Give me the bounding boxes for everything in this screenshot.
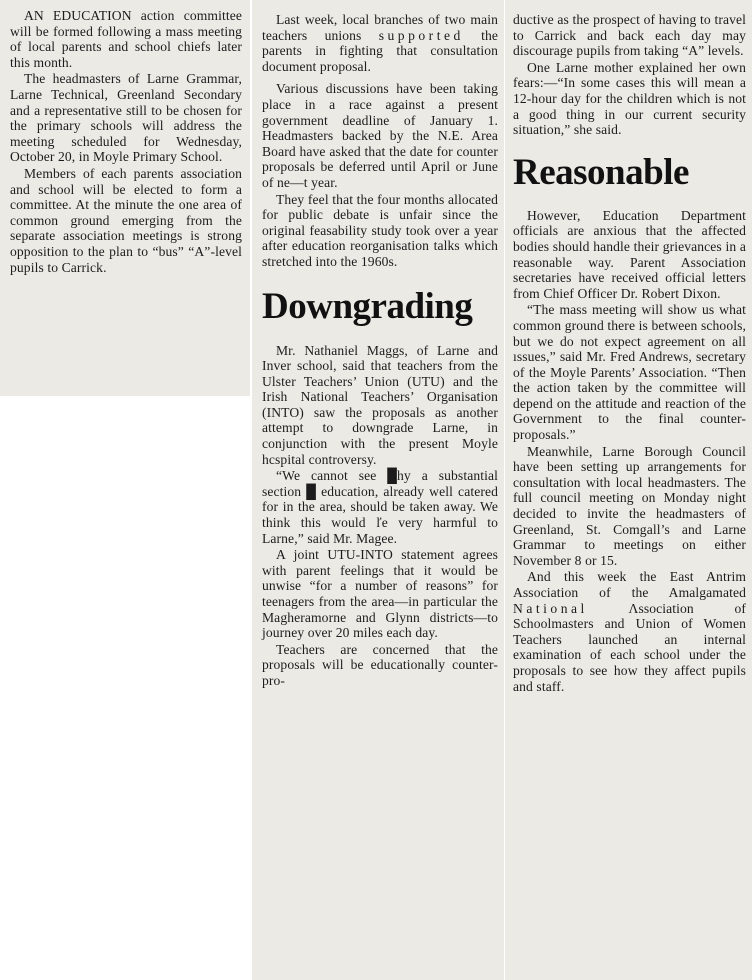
paragraph: The headmasters of Larne Grammar, Larne Technical, Greenland Secondary and a representative still to be chosen for the primary schools will address the meeting scheduled for Wednesday, October 20, in Moyle Primary School.	[10, 71, 242, 165]
paragraph: “We cannot see █hy a substantial section █ education, already well catered for in the area, should be taken away. We think this would ľe very harmful to Larne,” said Mr. Magee.	[262, 468, 498, 546]
paragraph	[262, 12, 498, 74]
text-run: the parents in fighting that consultation document proposal.	[262, 27, 499, 74]
clipping-column-3	[505, 0, 752, 980]
paragraph: Various discussions have been taking place in a race against a present government deadline of January 1. Headmasters backed by the N.E. Area Board have asked that the date for counter proposals be deferred until April or June of ne—t year.	[262, 81, 498, 190]
text-run: And this week the East Antrim Association of the Amalgamated	[513, 569, 746, 600]
clipping-column-1	[0, 0, 250, 396]
paragraph: “The mass meeting will show us what common ground there is between schools, but we do not expect agreement on all ıssues,” said Mr. Fred Andrews, secretary of the Moyle Parents’ Association. “Then the action taken by the committee will depend on the attitude and reaction of the Government to the final counter-proposals.”	[513, 302, 746, 443]
paragraph: Members of each parents association and school will be elected to form a committee. At the minute the one area of common ground emerging from the separate association meetings is strong opposition to the plan to “bus” “A”-level pupils to Carrick.	[10, 165, 242, 275]
spaced-word: supported	[378, 27, 464, 43]
spaced-word: National	[513, 600, 588, 616]
subheading-reasonable: Reasonable	[513, 151, 689, 193]
article-column-3	[513, 12, 746, 694]
paragraph: One Larne mother explained her own fears:—“In some cases this will mean a 12-hour day for the children which is not a good thing in our current security situation,” she said.	[513, 59, 746, 138]
paragraph: Mr. Nathaniel Maggs, of Larne and Inver school, said that teachers from the Ulster Teachers’ Union (UTU) and the Irish National Teachers’ Organisation (INTO) saw the proposals as another attempt to downgrade Larne, in conjunction with the present Moyle hcspital controversy.	[262, 342, 498, 467]
text-run: Λssociation of Schoolmasters and Union of Women Teachers launched an internal examination of each school under the proposals to see how they affect pupils and staff.	[513, 600, 746, 694]
clipping-column-2	[252, 0, 504, 980]
paragraph: Teachers are concerned that the proposals will be educationally counter-pro-	[262, 641, 498, 688]
text-run: Last week, local branches of two main teachers unions	[262, 12, 498, 43]
article-column-2	[262, 12, 498, 689]
subheading-downgrading: Downgrading	[262, 285, 473, 327]
paragraph: However, Education Department officials are anxious that the affected bodies should handle their grievances in a reasonable way. Parent Association secretaries have received official letters from Chief Officer Dr. Robert Dixon.	[513, 207, 746, 301]
paragraph: A joint UTU-INTO statement agrees with parent feelings that it would be unwise “for a number of reasons” for teenagers from the area—in particular the Magheramorne and Glynn districts—to journey over 20 miles each day.	[262, 547, 498, 641]
paragraph: Meanwhile, Larne Borough Council have been setting up arrangements for consultation with local headmasters. The full council meeting on Monday night decided to invite the headmasters of Greenland, St. Comgall’s and Larne Grammar to meetings on either November 8 or 15.	[513, 443, 746, 568]
paragraph	[513, 569, 746, 694]
article-column-1	[10, 8, 242, 275]
paragraph: AN EDUCATION action committee will be formed following a mass meeting of local parents and school chiefs later this month.	[10, 8, 242, 70]
paragraph: ductive as the prospect of having to travel to Carrick and back each day may discourage pupils from taking “A” levels.	[513, 12, 746, 59]
paragraph: They feel that the four months allocated for public debate is unfair since the original feasability study took over a year after education reorganisation talks which stretched into the 1960s.	[262, 191, 498, 269]
